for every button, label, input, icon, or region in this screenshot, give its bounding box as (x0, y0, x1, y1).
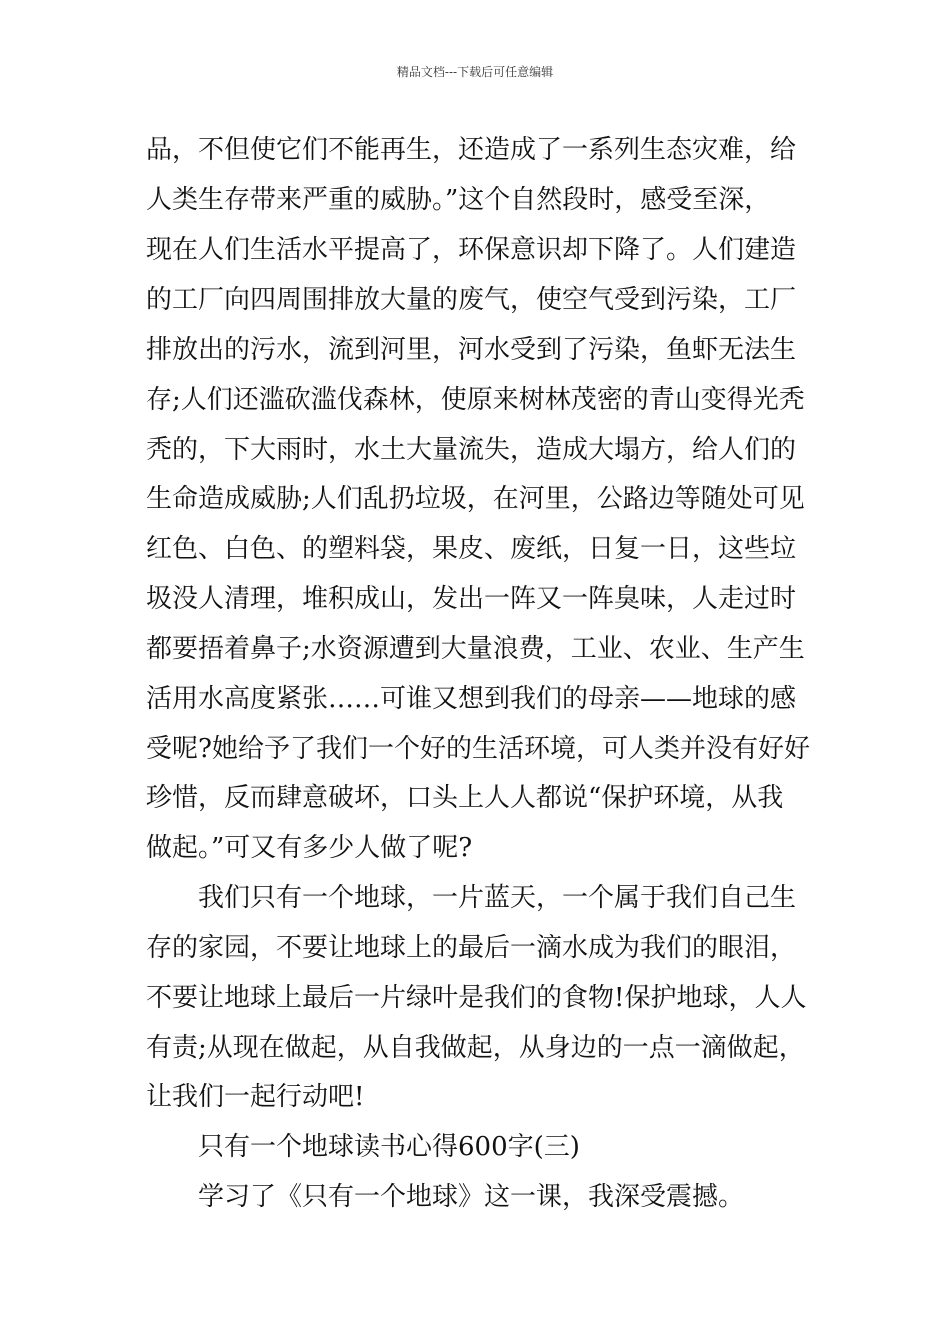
text-line: 品，不但使它们不能再生，还造成了一系列生态灾难，给 (146, 135, 797, 165)
text-line: 存;人们还滥砍滥伐森林，使原来树林茂密的青山变得光秃 (146, 385, 805, 415)
text-line: 红色、白色、的塑料袋，果皮、废纸，日复一日，这些垃 (146, 534, 797, 564)
text-line: 做起。”可又有多少人做了呢? (146, 833, 473, 863)
text-line: 存的家园，不要让地球上的最后一滴水成为我们的眼泪， (146, 933, 797, 963)
text-line: 不要让地球上最后一片绿叶是我们的食物!保护地球，人人 (146, 983, 807, 1013)
page-header: 精品文档---下载后可任意编辑 (396, 65, 554, 79)
text-line: 学习了《只有一个地球》这一课，我深受震撼。 (198, 1182, 745, 1212)
text-line: 我们只有一个地球，一片蓝天，一个属于我们自己生 (198, 883, 797, 913)
text-line: 珍惜，反而肆意破坏，口头上人人都说“保护环境，从我 (146, 783, 784, 813)
text-line: 让我们一起行动吧! (146, 1082, 365, 1112)
text-line: 秃的，下大雨时，水土大量流失，造成大塌方，给人们的 (146, 435, 797, 465)
text-line: 人类生存带来严重的威胁。”这个自然段时，感受至深， (146, 185, 771, 215)
text-line: 只有一个地球读书心得600字(三) (198, 1132, 580, 1162)
text-line: 活用水高度紧张……可谁又想到我们的母亲——地球的感 (146, 684, 797, 714)
text-line: 都要捂着鼻子;水资源遭到大量浪费，工业、农业、生产生 (146, 634, 805, 664)
text-line: 排放出的污水，流到河里，河水受到了污染，鱼虾无法生 (146, 335, 797, 365)
text-line: 的工厂向四周围排放大量的废气，使空气受到污染，工厂 (146, 285, 797, 315)
text-line: 现在人们生活水平提高了，环保意识却下降了。人们建造 (146, 235, 797, 265)
text-line: 生命造成威胁;人们乱扔垃圾，在河里，公路边等随处可见 (146, 484, 805, 514)
text-line: 有责;从现在做起，从自我做起，从身边的一点一滴做起， (146, 1033, 805, 1063)
text-line: 受呢?她给予了我们一个好的生活环境，可人类并没有好好 (146, 734, 810, 764)
text-line: 圾没人清理，堆积成山，发出一阵又一阵臭味，人走过时 (146, 584, 797, 614)
